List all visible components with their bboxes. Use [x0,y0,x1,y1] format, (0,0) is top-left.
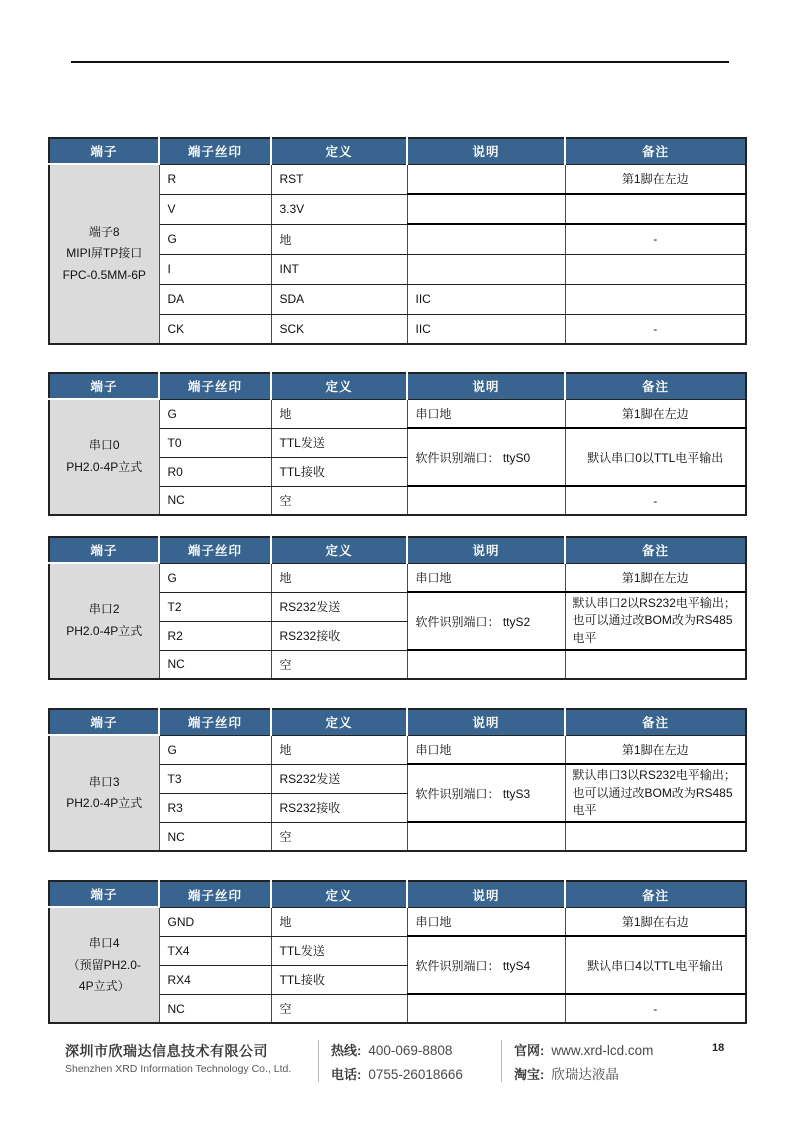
terminal-label-line: PH2.0-4P立式 [66,624,143,639]
column-header-1: 端子 [49,373,159,399]
silk-cell: V [159,194,271,224]
table-row [49,399,746,428]
silk-cell: R0 [159,457,271,486]
definition-cell: TTL发送 [271,428,407,457]
description-cell [407,194,565,224]
terminal-label-line: 端子8 [88,224,120,239]
taobao-label: 淘宝: [514,1067,545,1082]
remark-cell: 第1脚在左边 [565,735,746,764]
definition-cell: 3.3V [271,194,407,224]
taobao-line [514,1065,653,1089]
description-cell: 软件识别端口： ttyS0 [407,428,565,486]
terminal-cell [49,735,159,851]
footer-divider [318,1040,319,1082]
column-header-3: 定义 [271,881,407,907]
silk-cell: G [159,735,271,764]
table-row [49,735,746,764]
column-header-4: 说明 [407,709,565,735]
silk-cell: NC [159,486,271,515]
terminal-label-line: PH2.0-4P立式 [66,460,143,474]
company-name-en: Shenzhen XRD Information Technology Co., Ltd. [65,1063,292,1075]
header-row [49,881,746,907]
terminal-label-line: 串口0 [88,438,120,453]
column-header-5: 备注 [565,537,746,563]
column-header-1: 端子 [49,709,159,735]
terminal-cell [49,563,159,679]
definition-cell: RS232发送 [271,764,407,793]
phone-number: 0755-26018666 [368,1067,463,1082]
column-header-5: 备注 [565,373,746,399]
column-header-1: 端子 [49,138,159,164]
definition-cell: 地 [271,907,407,936]
remark-cell: 默认串口0以TTL电平输出 [565,428,746,486]
silk-cell: DA [159,284,271,314]
silk-cell: I [159,254,271,284]
description-cell [407,254,565,284]
description-cell: 软件识别端口： ttyS3 [407,764,565,822]
silk-cell: NC [159,650,271,679]
description-cell [407,164,565,194]
terminal-label-line: MIPI屏TP接口 [66,246,143,261]
spec-table-2 [48,372,747,516]
column-header-2: 端子丝印 [159,537,271,563]
remark-cell: 第1脚在左边 [565,563,746,592]
description-cell [407,224,565,254]
description-cell: 软件识别端口： ttyS2 [407,592,565,650]
column-header-1: 端子 [49,881,159,907]
definition-cell: RS232发送 [271,592,407,621]
website-url: www.xrd-lcd.com [551,1043,654,1058]
remark-cell [565,254,746,284]
silk-cell: R [159,164,271,194]
terminal-cell [49,907,159,1023]
silk-cell: RX4 [159,965,271,994]
hotline-line [331,1041,463,1065]
definition-cell: TTL接收 [271,457,407,486]
header-row [49,373,746,399]
remark-cell [565,194,746,224]
silk-cell: CK [159,314,271,344]
header-row [49,537,746,563]
description-cell: 串口地 [407,399,565,428]
terminal-label-line: 串口3 [88,774,120,789]
definition-cell: 地 [271,735,407,764]
definition-cell: RST [271,164,407,194]
hotline-number: 400-069-8808 [368,1043,453,1058]
silk-cell: T3 [159,764,271,793]
remark-cell [565,822,746,851]
remark-cell: 第1脚在左边 [565,399,746,428]
definition-cell: TTL接收 [271,965,407,994]
column-header-2: 端子丝印 [159,709,271,735]
definition-cell: 地 [271,563,407,592]
definition-cell: SCK [271,314,407,344]
definition-cell: 地 [271,399,407,428]
column-header-3: 定义 [271,709,407,735]
description-cell: 串口地 [407,563,565,592]
terminal-cell [49,399,159,515]
description-cell [407,994,565,1023]
column-header-1: 端子 [49,537,159,563]
spec-tables-container [48,137,746,1024]
remark-cell: 默认串口4以TTL电平输出 [565,936,746,994]
page-number: 18 [712,1042,725,1054]
phone-label: 电话: [331,1067,362,1082]
spec-table-3 [48,536,747,680]
definition-cell: 空 [271,822,407,851]
remark-cell [565,284,746,314]
website-line [514,1041,653,1065]
spec-table-5 [48,880,747,1024]
remark-cell: - [565,224,746,254]
remark-cell: 默认串口3以RS232电平输出；也可以通过改BOM改为RS485电平 [565,764,746,822]
column-header-3: 定义 [271,537,407,563]
table-row [49,907,746,936]
silk-cell: T2 [159,592,271,621]
spec-table-1 [48,137,747,345]
header-row [49,709,746,735]
silk-cell: G [159,399,271,428]
description-cell: 串口地 [407,907,565,936]
silk-cell: G [159,563,271,592]
description-cell: IIC [407,314,565,344]
column-header-4: 说明 [407,881,565,907]
terminal-label-line: （预留PH2.0- [67,957,141,972]
terminal-label-line: 4P立式） [78,979,130,994]
table-row [49,164,746,194]
column-header-4: 说明 [407,373,565,399]
remark-cell: 第1脚在左边 [565,164,746,194]
definition-cell: 空 [271,650,407,679]
terminal-label-line: 串口2 [88,602,120,617]
silk-cell: R2 [159,621,271,650]
definition-cell: TTL发送 [271,936,407,965]
hotline-label: 热线: [331,1043,362,1058]
table-row [49,563,746,592]
silk-cell: GND [159,907,271,936]
description-cell [407,822,565,851]
definition-cell: 地 [271,224,407,254]
remark-cell: 默认串口2以RS232电平输出；也可以通过改BOM改为RS485电平 [565,592,746,650]
terminal-label-line: FPC-0.5MM-6P [62,267,146,282]
footer-divider [501,1040,502,1082]
remark-cell: - [565,994,746,1023]
column-header-2: 端子丝印 [159,138,271,164]
definition-cell: SDA [271,284,407,314]
column-header-5: 备注 [565,881,746,907]
header-rule [71,61,729,63]
column-header-5: 备注 [565,709,746,735]
description-cell [407,650,565,679]
remark-cell: - [565,314,746,344]
column-header-2: 端子丝印 [159,373,271,399]
terminal-label-line: PH2.0-4P立式 [66,796,143,811]
website-label: 官网: [514,1043,545,1058]
description-cell: IIC [407,284,565,314]
definition-cell: 空 [271,486,407,515]
definition-cell: INT [271,254,407,284]
taobao-name: 欣瑞达液晶 [551,1067,619,1082]
remark-cell: - [565,486,746,515]
silk-cell: G [159,224,271,254]
description-cell: 软件识别端口： ttyS4 [407,936,565,994]
silk-cell: NC [159,994,271,1023]
company-name-cn: 深圳市欣瑞达信息技术有限公司 [65,1043,268,1059]
header-row [49,138,746,164]
spec-table-4 [48,708,747,852]
column-header-4: 说明 [407,537,565,563]
column-header-2: 端子丝印 [159,881,271,907]
terminal-label-line: 串口4 [88,935,120,950]
silk-cell: R3 [159,793,271,822]
description-cell [407,486,565,515]
description-cell: 串口地 [407,735,565,764]
phone-line [331,1065,463,1089]
definition-cell: RS232接收 [271,793,407,822]
footer-web-block [514,1041,653,1089]
column-header-4: 说明 [407,138,565,164]
remark-cell [565,650,746,679]
definition-cell: RS232接收 [271,621,407,650]
footer-contact-block [331,1041,463,1089]
silk-cell: NC [159,822,271,851]
column-header-5: 备注 [565,138,746,164]
silk-cell: T0 [159,428,271,457]
column-header-3: 定义 [271,373,407,399]
definition-cell: 空 [271,994,407,1023]
silk-cell: TX4 [159,936,271,965]
terminal-cell [49,164,159,344]
column-header-3: 定义 [271,138,407,164]
remark-cell: 第1脚在右边 [565,907,746,936]
